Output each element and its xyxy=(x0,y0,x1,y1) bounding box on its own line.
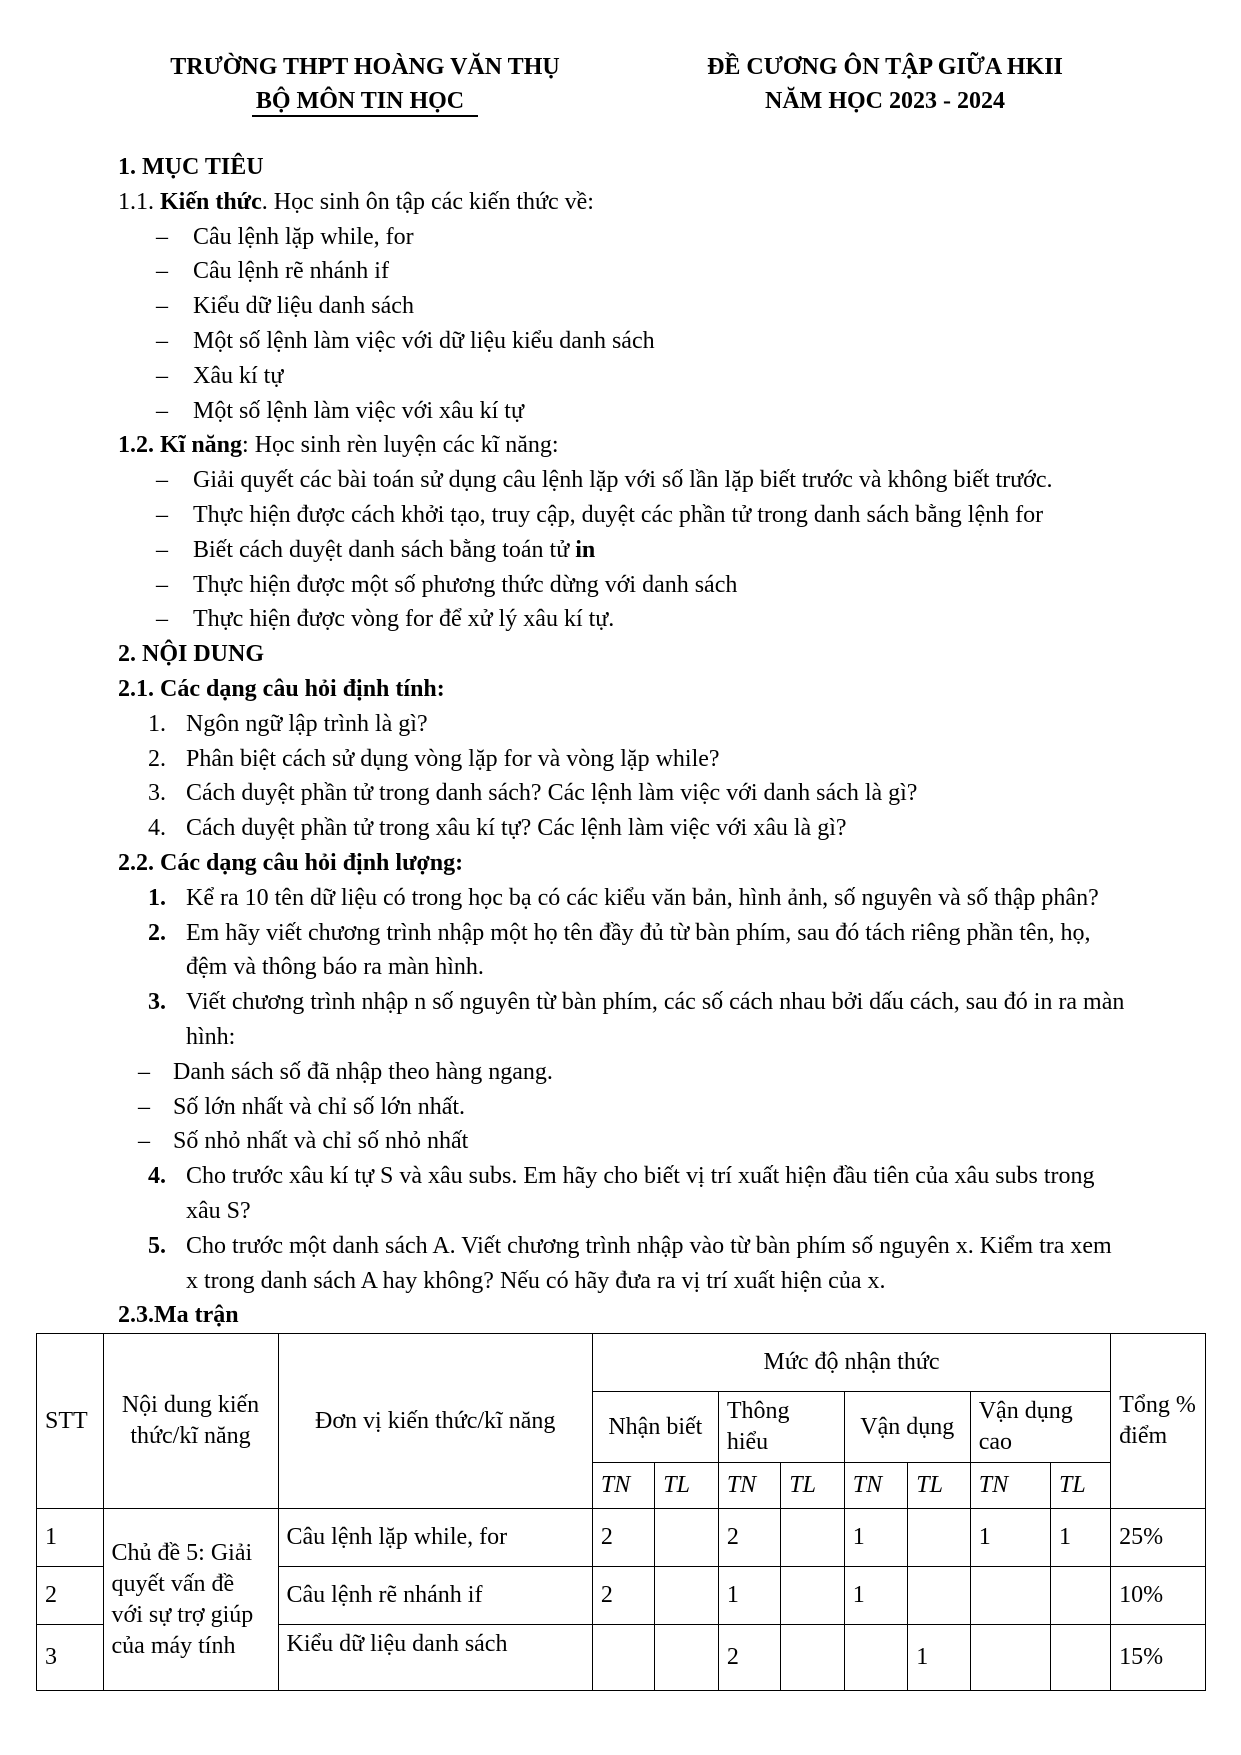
cell-value: 2 xyxy=(592,1567,654,1625)
header-level: Mức độ nhận thức xyxy=(592,1334,1110,1392)
cell-value xyxy=(655,1567,719,1625)
cell-value: 1 xyxy=(908,1625,970,1691)
list-item-text: Một số lệnh làm việc với xâu kí tự xyxy=(193,397,524,424)
cell-value: 1 xyxy=(1050,1509,1110,1567)
q3-sublist xyxy=(118,1055,1128,1159)
list-item-text: Ngôn ngữ lập trình là gì? xyxy=(186,710,428,737)
list-item-text: Biết cách duyệt danh sách bằng toán tử xyxy=(193,536,576,563)
cell-value xyxy=(781,1625,845,1691)
header-level-understand: Thông hiểu xyxy=(718,1392,844,1463)
school-name: TRƯỜNG THPT HOÀNG VĂN THỤ xyxy=(170,54,560,80)
cell-value xyxy=(1050,1625,1110,1691)
cell-unit: Câu lệnh lặp while, for xyxy=(278,1509,592,1567)
cell-stt: 1 xyxy=(37,1509,104,1567)
list-item-text: Câu lệnh lặp while, for xyxy=(193,223,414,250)
list-item-text: Câu lệnh rẽ nhánh if xyxy=(193,258,389,285)
cell-stt: 2 xyxy=(37,1567,104,1625)
list-item: – Một số lệnh làm việc với xâu kí tự xyxy=(156,397,524,424)
cell-value: 1 xyxy=(718,1567,780,1625)
cell-total: 25% xyxy=(1111,1509,1206,1567)
list-item-text: Cách duyệt phần tử trong xâu kí tự? Các lệnh làm việc với xâu là gì? xyxy=(186,815,847,842)
cell-value xyxy=(970,1625,1050,1691)
header-content: Nội dung kiến thức/kĩ năng xyxy=(103,1334,278,1509)
header-tn: TN xyxy=(970,1463,1050,1509)
list-item: – Câu lệnh lặp while, for xyxy=(156,223,414,250)
list-item: 2. Phân biệt cách sử dụng vòng lặp for và vòng lặp while? xyxy=(148,745,720,772)
cell-value xyxy=(781,1509,845,1567)
list-item: 1. Ngôn ngữ lập trình là gì? xyxy=(148,710,428,737)
cell-unit: Câu lệnh rẽ nhánh if xyxy=(278,1567,592,1625)
header-tl: TL xyxy=(908,1463,970,1509)
department-name: BỘ MÔN TIN HỌC xyxy=(252,87,478,117)
list-item: 4. Cách duyệt phần tử trong xâu kí tự? Các lệnh làm việc với xâu là gì? xyxy=(148,815,847,842)
cell-value: 1 xyxy=(970,1509,1050,1567)
header-stt: STT xyxy=(37,1334,104,1509)
list-item: – Thực hiện được vòng for để xử lý xâu kí tự. xyxy=(156,606,615,633)
list-item: – Giải quyết các bài toán sử dụng câu lệnh lặp với số lần lặp biết trước và không biết trước. xyxy=(156,467,1053,494)
header-level-recognize: Nhận biết xyxy=(592,1392,718,1463)
document-title: ĐỀ CƯƠNG ÔN TẬP GIỮA HKII xyxy=(707,54,1063,80)
list-item: 4. Cho trước xâu kí tự S và xâu subs. Em hãy cho biết vị trí xuất hiện đầu tiên của xâu subs trong xâu S? xyxy=(148,1163,1095,1224)
cell-value xyxy=(781,1567,845,1625)
list-item-text: Viết chương trình nhập n số nguyên từ bàn phím, các số cách nhau bởi dấu cách, sau đó in ra màn hình: xyxy=(186,989,1125,1050)
list-item: 3. Viết chương trình nhập n số nguyên từ bàn phím, các số cách nhau bởi dấu cách, sau đó in ra màn hình: xyxy=(148,989,1125,1050)
list-item: – Một số lệnh làm việc với dữ liệu kiểu danh sách xyxy=(156,327,655,354)
section-objectives-heading: 1. MỤC TIÊU xyxy=(118,154,264,180)
cell-value xyxy=(655,1509,719,1567)
cell-value xyxy=(655,1625,719,1691)
cell-value: 1 xyxy=(844,1567,908,1625)
list-item-text: Một số lệnh làm việc với dữ liệu kiểu danh sách xyxy=(193,327,655,354)
keyword-in: in xyxy=(575,536,596,563)
list-item: – Biết cách duyệt danh sách bằng toán tử in xyxy=(156,536,596,563)
school-year: NĂM HỌC 2023 - 2024 xyxy=(765,88,1005,114)
document-header xyxy=(660,50,1110,118)
skills-intro xyxy=(118,428,1128,463)
list-item-text: Cho trước xâu kí tự S và xâu subs. Em hãy cho biết vị trí xuất hiện đầu tiên của xâu subs trong xâu S? xyxy=(186,1163,1095,1224)
list-item: – Thực hiện được cách khởi tạo, truy cập, duyệt các phần tử trong danh sách bằng lệnh for xyxy=(156,501,1044,528)
knowledge-prefix: 1.1. xyxy=(118,188,160,215)
header-total: Tổng % điểm xyxy=(1111,1334,1206,1509)
knowledge-text: . Học sinh ôn tập các kiến thức về: xyxy=(261,188,594,215)
cell-total: 10% xyxy=(1111,1567,1206,1625)
list-item: – Số nhỏ nhất và chỉ số nhỏ nhất xyxy=(138,1128,469,1155)
table-row xyxy=(37,1509,1206,1567)
header-unit: Đơn vị kiến thức/kĩ năng xyxy=(278,1334,592,1509)
school-header xyxy=(150,50,580,118)
list-item-text: Xâu kí tự xyxy=(193,362,284,389)
list-item-text: Phân biệt cách sử dụng vòng lặp for và vòng lặp while? xyxy=(186,745,720,772)
skills-label: 1.2. Kĩ năng xyxy=(118,432,243,459)
list-item: – Danh sách số đã nhập theo hàng ngang. xyxy=(138,1058,553,1085)
list-item: 1. Kể ra 10 tên dữ liệu có trong học bạ có các kiểu văn bản, hình ảnh, số nguyên và số thập phân? xyxy=(148,884,1099,911)
cell-total: 15% xyxy=(1111,1625,1206,1691)
quantitative-list-cont xyxy=(118,1159,1128,1298)
skills-text: : Học sinh rèn luyện các kĩ năng: xyxy=(242,432,559,459)
list-item-text: Thực hiện được vòng for để xử lý xâu kí tự. xyxy=(193,606,615,633)
list-item-text: Danh sách số đã nhập theo hàng ngang. xyxy=(173,1058,553,1085)
qualitative-list xyxy=(118,707,1128,846)
list-item-text: Giải quyết các bài toán sử dụng câu lệnh lặp với số lần lặp biết trước và không biết trước. xyxy=(193,467,1053,494)
header-tn: TN xyxy=(592,1463,654,1509)
cell-value: 2 xyxy=(592,1509,654,1567)
cell-topic: Chủ đề 5: Giải quyết vấn đề với sự trợ giúp của máy tính xyxy=(103,1509,278,1691)
cell-value xyxy=(844,1625,908,1691)
cell-value xyxy=(908,1509,970,1567)
document-body xyxy=(118,150,1128,1333)
matrix-heading: 2.3.Ma trận xyxy=(118,1302,239,1329)
header-tl: TL xyxy=(655,1463,719,1509)
header-tl: TL xyxy=(1050,1463,1110,1509)
list-item: – Thực hiện được một số phương thức dừng với danh sách xyxy=(156,571,738,598)
knowledge-list xyxy=(118,220,1128,429)
list-item-text: Thực hiện được cách khởi tạo, truy cập, duyệt các phần tử trong danh sách bằng lệnh for xyxy=(193,501,1044,528)
list-item: – Số lớn nhất và chỉ số lớn nhất. xyxy=(138,1093,466,1120)
knowledge-intro xyxy=(118,185,1128,220)
knowledge-matrix-table xyxy=(36,1333,1206,1691)
cell-value xyxy=(908,1567,970,1625)
cell-stt: 3 xyxy=(37,1625,104,1691)
qualitative-heading: 2.1. Các dạng câu hỏi định tính: xyxy=(118,675,445,702)
header-tn: TN xyxy=(718,1463,780,1509)
quantitative-heading: 2.2. Các dạng câu hỏi định lượng: xyxy=(118,849,464,876)
list-item-text: Số lớn nhất và chỉ số lớn nhất. xyxy=(173,1093,466,1120)
list-item-text: Cho trước một danh sách A. Viết chương trình nhập vào từ bàn phím số nguyên x. Kiểm tra xem x trong danh sách A hay không? Nếu có hãy đưa ra vị trí xuất hiện của x. xyxy=(186,1232,1112,1294)
cell-value: 1 xyxy=(844,1509,908,1567)
header-level-apply-high: Vận dụng cao xyxy=(970,1392,1110,1463)
list-item: 3. Cách duyệt phần tử trong danh sách? Các lệnh làm việc với danh sách là gì? xyxy=(148,780,918,807)
list-item: – Kiểu dữ liệu danh sách xyxy=(156,293,414,320)
knowledge-label: Kiến thức xyxy=(160,188,262,215)
cell-value: 2 xyxy=(718,1509,780,1567)
quantitative-list xyxy=(118,881,1128,1055)
section-content-heading: 2. NỘI DUNG xyxy=(118,641,265,668)
list-item-text: Cách duyệt phần tử trong danh sách? Các lệnh làm việc với danh sách là gì? xyxy=(186,780,918,807)
header-level-apply: Vận dụng xyxy=(844,1392,970,1463)
list-item: – Câu lệnh rẽ nhánh if xyxy=(156,258,389,285)
list-item-text: Số nhỏ nhất và chỉ số nhỏ nhất xyxy=(173,1128,469,1155)
list-item: 5. Cho trước một danh sách A. Viết chương trình nhập vào từ bàn phím số nguyên x. Kiểm tra xem x trong danh sách A hay không? Nếu có hãy đưa ra vị trí xuất hiện của x. xyxy=(148,1232,1112,1294)
cell-value xyxy=(592,1625,654,1691)
cell-value xyxy=(970,1567,1050,1625)
skills-list xyxy=(118,463,1128,637)
list-item: 2. Em hãy viết chương trình nhập một họ tên đầy đủ từ bàn phím, sau đó tách riêng phần tên, họ, đệm và thông báo ra màn hình. xyxy=(148,919,1091,981)
list-item-text: Em hãy viết chương trình nhập một họ tên đầy đủ từ bàn phím, sau đó tách riêng phần tên, họ, đệm và thông báo ra màn hình. xyxy=(186,919,1091,981)
cell-unit: Kiểu dữ liệu danh sách xyxy=(278,1625,592,1691)
list-item-text: Thực hiện được một số phương thức dừng với danh sách xyxy=(193,571,738,598)
header-tn: TN xyxy=(844,1463,908,1509)
cell-value xyxy=(1050,1567,1110,1625)
list-item: – Xâu kí tự xyxy=(156,362,284,389)
list-item-text: Kiểu dữ liệu danh sách xyxy=(193,293,414,320)
list-item-text: Kể ra 10 tên dữ liệu có trong học bạ có các kiểu văn bản, hình ảnh, số nguyên và số thập phân? xyxy=(186,884,1099,911)
header-tl: TL xyxy=(781,1463,845,1509)
cell-value: 2 xyxy=(718,1625,780,1691)
